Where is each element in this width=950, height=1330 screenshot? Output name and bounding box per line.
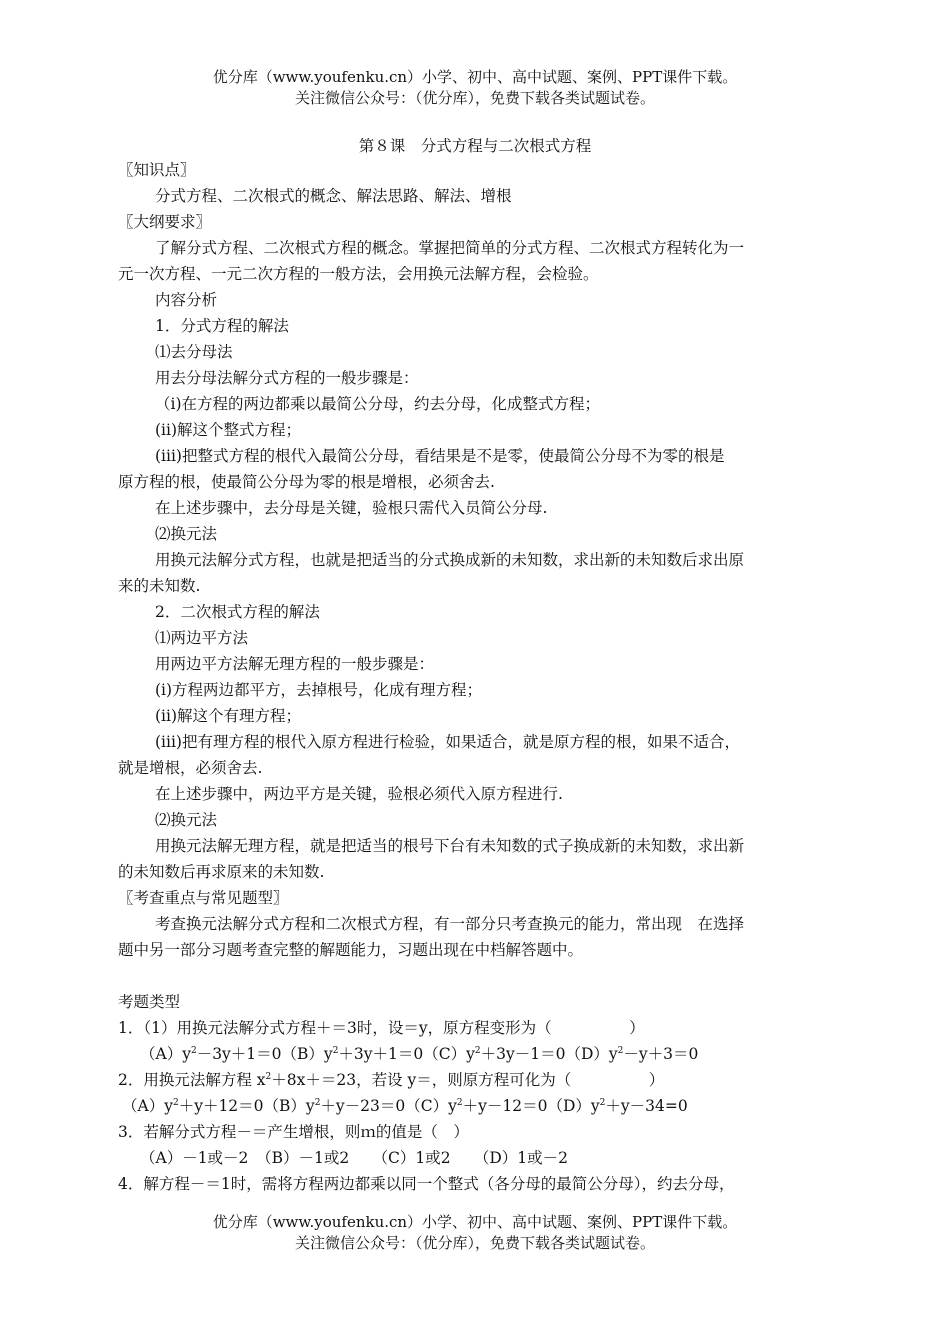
page-footer	[0, 1212, 950, 1254]
section-1-1-step-3-line-1: (iii)把整式方程的根代入最简公分母，看结果是不是零，使最简公分母不为零的根是	[155, 447, 725, 465]
exam-para-line-1: 考查换元法解分式方程和二次根式方程，有一部分只考查换元的能力，常出现 在选择	[155, 915, 745, 933]
section-2-1-step-3-line-1: (iii)把有理方程的根代入原方程进行检验，如果适合，就是原方程的根，如果不适合，	[155, 733, 740, 751]
section-1-1-step-1: （i)在方程的两边都乘以最简公分母，约去分母，化成整式方程；	[155, 395, 601, 413]
syllabus-para-line-1: 了解分式方程、二次根式方程的概念。掌握把简单的分式方程、二次根式方程转化为一	[155, 239, 745, 257]
question-3-options: （A）－1或－2 （B）－1或2 （C）1或2 （D）1或－2	[140, 1149, 569, 1167]
exam-heading: 〖考查重点与常见题型〗	[118, 889, 289, 907]
section-1-2-heading: ⑵换元法	[155, 525, 218, 543]
section-2-1-step-2: (ii)解这个有理方程；	[155, 707, 302, 725]
section-1-heading: 1．分式方程的解法	[155, 317, 289, 335]
section-2-1-step-1: (i)方程两边都平方，去掉根号，化成有理方程；	[155, 681, 483, 699]
section-2-2-heading: ⑵换元法	[155, 811, 218, 829]
knowledge-heading: 〖知识点〗	[118, 161, 196, 179]
page-header	[0, 67, 950, 109]
syllabus-heading: 〖大纲要求〗	[118, 213, 212, 231]
exam-para-line-2: 题中另一部分习题考查完整的解题能力，习题出现在中档解答题中。	[118, 941, 584, 959]
question-types-heading: 考题类型	[118, 993, 181, 1011]
section-2-2-text-line-1: 用换元法解无理方程，就是把适当的根号下台有未知数的式子换成新的未知数，求出新	[155, 837, 745, 855]
section-2-2-text-line-2: 的未知数后再求原来的未知数.	[118, 863, 325, 881]
footer-line-1: 优分库（www.youfenku.cn）小学、初中、高中试题、案例、PPT课件下载。	[212, 1213, 738, 1231]
footer-line-2: 关注微信公众号：（优分库），免费下载各类试题试卷。	[294, 1234, 655, 1252]
question-3: 3．若解分式方程－＝产生增根，则ｍ的值是（ ）	[118, 1123, 469, 1141]
section-1-2-text-line-1: 用换元法解分式方程，也就是把适当的分式换成新的未知数，求出新的未知数后求出原	[155, 551, 745, 569]
question-1: 1．（1）用换元法解分式方程＋＝3时，设＝y，原方程变形为（ ）	[118, 1019, 645, 1037]
section-2-1-heading: ⑴两边平方法	[155, 629, 249, 647]
syllabus-para-line-2: 元一次方程、一元二次方程的一般方法，会用换元法解方程，会检验。	[118, 265, 599, 283]
lesson-title: 第８课 分式方程与二次根式方程	[358, 137, 592, 155]
section-1-1-note: 在上述步骤中，去分母是关键，验根只需代入员简公分母.	[155, 499, 548, 517]
section-1-1-step-3-line-2: 原方程的根，使最简公分母为零的根是增根，必须舍去.	[118, 473, 495, 491]
section-1-1-step-2: (ii)解这个整式方程；	[155, 421, 302, 439]
header-line-2: 关注微信公众号：（优分库），免费下载各类试题试卷。	[294, 89, 655, 107]
section-2-heading: 2．二次根式方程的解法	[155, 603, 320, 621]
section-2-1-note: 在上述步骤中，两边平方是关键，验根必须代入原方程进行.	[155, 785, 563, 803]
section-1-2-text-line-2: 来的未知数.	[118, 577, 201, 595]
question-2: 2．用换元法解方程 $x^2+8x+=23$，若设 y＝，则原方程可化为（ ）	[118, 1071, 665, 1089]
question-2-options: $(A)y^2+y+12=0(B)y^2+y-23=0(C)y^2+y-12=0(D)y^2+y-34=0$	[122, 1097, 688, 1115]
header-line-1: 优分库（www.youfenku.cn）小学、初中、高中试题、案例、PPT课件下载。	[212, 68, 738, 86]
question-1-options: $(A)y^2-3y+1=0(B)y^2+3y+1=0(C)y^2+3y-1=0(D)y^2-y+3=0$	[140, 1045, 699, 1063]
analysis-heading: 内容分析	[155, 291, 218, 309]
question-4: 4．解方程－＝1时，需将方程两边都乘以同一个整式（各分母的最简公分母），约去分母，	[118, 1175, 735, 1193]
section-2-1-intro: 用两边平方法解无理方程的一般步骤是：	[155, 655, 435, 673]
knowledge-text: 分式方程、二次根式的概念、解法思路、解法、增根	[155, 187, 512, 205]
section-2-1-step-3-line-2: 就是增根，必须舍去.	[118, 759, 263, 777]
section-1-1-heading: ⑴去分母法	[155, 343, 233, 361]
section-1-1-intro: 用去分母法解分式方程的一般步骤是：	[155, 369, 419, 387]
